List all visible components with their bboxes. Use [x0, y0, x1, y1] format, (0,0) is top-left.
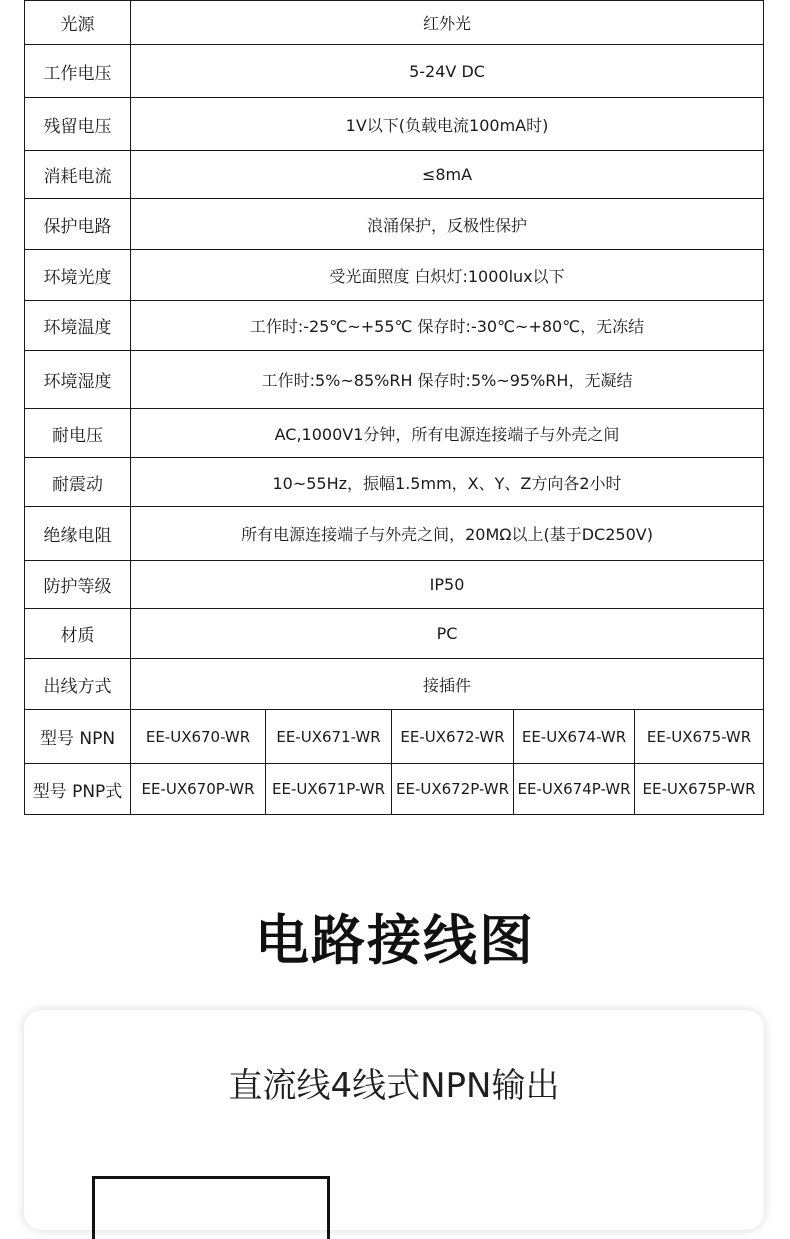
spec-value: 所有电源连接端子与外壳之间，20MΩ以上(基于DC250V) — [131, 507, 764, 561]
spec-row — [25, 1, 764, 45]
spec-row — [25, 250, 764, 301]
spec-value: 红外光 — [131, 1, 764, 45]
model-cell: EE-UX672P-WR — [392, 764, 514, 815]
spec-row — [25, 458, 764, 507]
spec-row — [25, 507, 764, 561]
spec-row — [25, 561, 764, 609]
spec-value: AC,1000V1分钟，所有电源连接端子与外壳之间 — [131, 409, 764, 458]
spec-label: 环境光度 — [25, 250, 131, 301]
model-cell: EE-UX670-WR — [131, 710, 266, 764]
model-row-label: 型号 PNP式 — [25, 764, 131, 815]
spec-label: 防护等级 — [25, 561, 131, 609]
spec-row — [25, 151, 764, 199]
section-title: 电路接线图 — [255, 909, 535, 972]
model-cell: EE-UX674P-WR — [514, 764, 635, 815]
spec-label: 残留电压 — [25, 98, 131, 151]
model-row-pnp — [25, 764, 764, 815]
spec-row — [25, 609, 764, 659]
model-cell: EE-UX671-WR — [266, 710, 392, 764]
wiring-card — [24, 1010, 764, 1230]
spec-value: 工作时:5%~85%RH 保存时:5%~95%RH，无凝结 — [131, 351, 764, 409]
spec-row — [25, 45, 764, 98]
spec-label: 耐电压 — [25, 409, 131, 458]
model-cell: EE-UX671P-WR — [266, 764, 392, 815]
spec-row — [25, 98, 764, 151]
model-cell: EE-UX670P-WR — [131, 764, 266, 815]
spec-label: 保护电路 — [25, 199, 131, 250]
spec-value: IP50 — [131, 561, 764, 609]
spec-value: 受光面照度 白炽灯:1000lux以下 — [131, 250, 764, 301]
model-cell: EE-UX675-WR — [635, 710, 764, 764]
model-cell: EE-UX672-WR — [392, 710, 514, 764]
spec-row — [25, 659, 764, 710]
spec-table — [24, 0, 764, 815]
spec-label: 环境温度 — [25, 301, 131, 351]
model-row-npn — [25, 710, 764, 764]
spec-label: 工作电压 — [25, 45, 131, 98]
spec-value: 浪涌保护，反极性保护 — [131, 199, 764, 250]
spec-value: 5-24V DC — [131, 45, 764, 98]
card-title: 直流线4线式NPN输出 — [228, 1066, 560, 1106]
spec-label: 出线方式 — [25, 659, 131, 710]
spec-row — [25, 409, 764, 458]
spec-value: 1V以下(负载电流100mA时) — [131, 98, 764, 151]
spec-label: 绝缘电阻 — [25, 507, 131, 561]
spec-value: 工作时:-25℃~+55℃ 保存时:-30℃~+80℃，无冻结 — [131, 301, 764, 351]
sensor-diagram-box — [92, 1176, 330, 1239]
spec-label: 材质 — [25, 609, 131, 659]
spec-value: PC — [131, 609, 764, 659]
spec-value: ≤8mA — [131, 151, 764, 199]
model-row-label: 型号 NPN — [25, 710, 131, 764]
model-cell: EE-UX675P-WR — [635, 764, 764, 815]
spec-label: 消耗电流 — [25, 151, 131, 199]
spec-label: 环境湿度 — [25, 351, 131, 409]
spec-label: 光源 — [25, 1, 131, 45]
spec-row — [25, 199, 764, 250]
spec-label: 耐震动 — [25, 458, 131, 507]
spec-value: 接插件 — [131, 659, 764, 710]
spec-row — [25, 301, 764, 351]
spec-row — [25, 351, 764, 409]
spec-value: 10~55Hz，振幅1.5mm，X、Y、Z方向各2小时 — [131, 458, 764, 507]
model-cell: EE-UX674-WR — [514, 710, 635, 764]
